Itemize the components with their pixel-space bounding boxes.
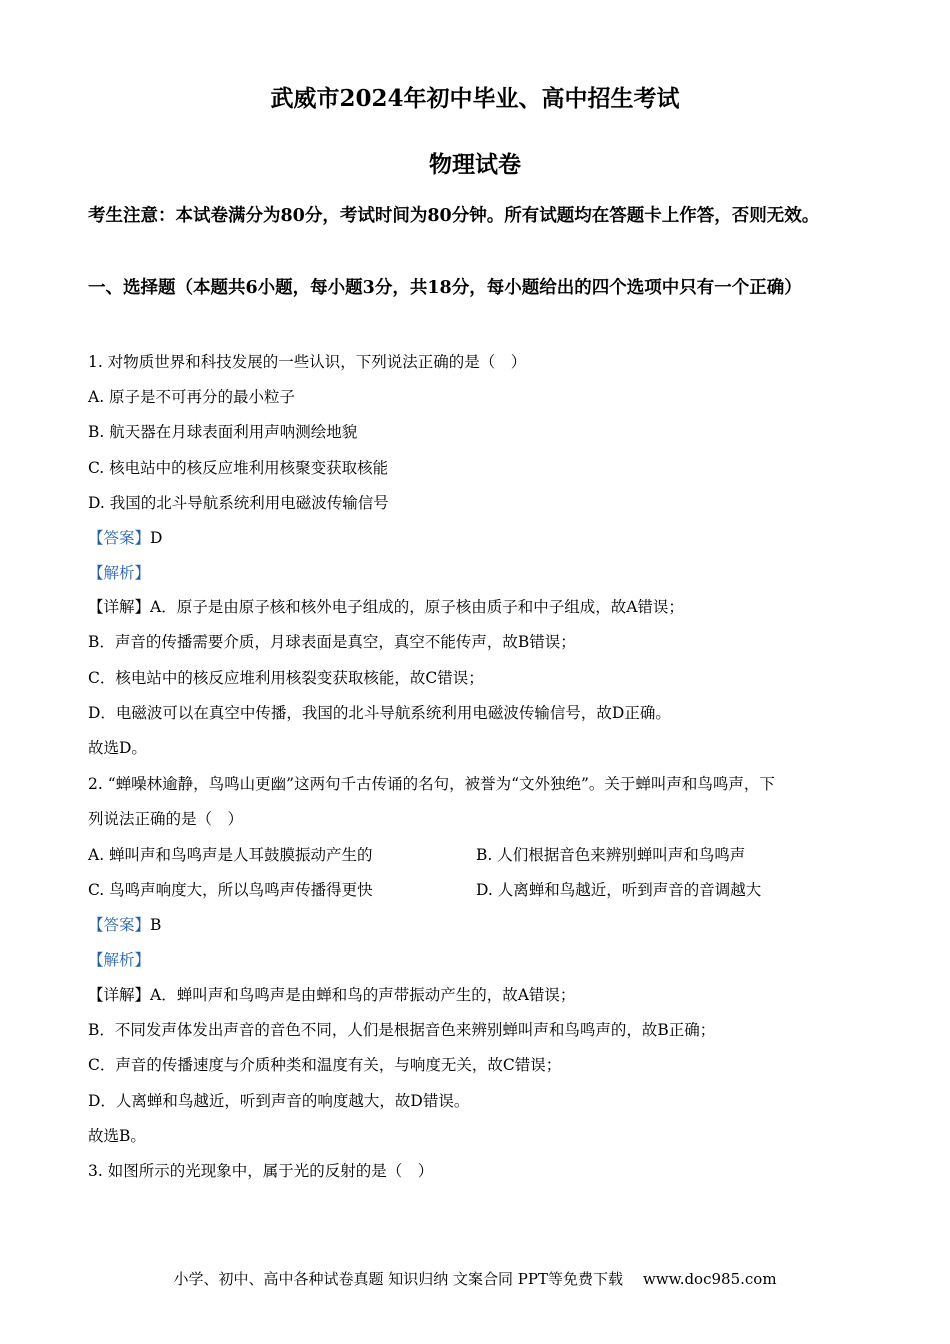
page-footer [0,1268,950,1290]
exam-subtitle: 物理试卷 [429,151,521,178]
q2-detail-line-3: C．声音的传播速度与介质种类和温度有关，与响度无关，故C错误； [88,1056,562,1074]
q1-detail-line-3: C．核电站中的核反应堆利用核裂变获取核能，故C错误； [88,669,484,687]
analysis-tag: 【解析】 [88,564,151,582]
q1-detail-line-2: B．声音的传播需要介质，月球表面是真空，真空不能传声，故B错误； [88,633,576,651]
answer-tag: 【答案】 [88,916,151,934]
q1-analysis-tag [88,562,868,584]
q2-option-d: D. 人离蝉和鸟越近，听到声音的音调越大 [476,881,762,899]
exam-notice: 考生注意：本试卷满分为80分，考试时间为80分钟。所有试题均在答题卡上作答，否则无效。 [88,206,820,226]
q2-detail-line-4: D．人离蝉和鸟越近，听到声音的响度越大，故D错误。 [88,1092,470,1110]
q1-option-b: B. 航天器在月球表面利用声呐测绘地貌 [88,423,358,441]
q2-detail-line-1 [88,984,868,1006]
q1-option-c: C. 核电站中的核反应堆利用核聚变获取核能 [88,459,389,477]
footer-text: 小学、初中、高中各种试卷真题 知识归纳 文案合同 PPT等免费下载 [173,1270,623,1288]
q2-conclusion: 故选B。 [88,1127,146,1145]
q1-answer-line [88,527,868,549]
q2-detail-line-2: B．不同发声体发出声音的音色不同，人们是根据音色来辨别蝉叫声和鸟鸣声的，故B正确； [88,1021,716,1039]
section-heading: 一、选择题（本题共6小题，每小题3分，共18分，每小题给出的四个选项中只有一个正确） [88,278,802,298]
analysis-tag: 【解析】 [88,951,151,969]
answer-tag: 【答案】 [88,529,151,547]
footer-link[interactable]: www.doc985.com [642,1270,777,1288]
q1-answer: D [150,529,163,547]
q1-stem: 1. 对物质世界和科技发展的一些认识，下列说法正确的是（ ） [88,353,527,371]
q2-option-a: A. 蝉叫声和鸟鸣声是人耳鼓膜振动产生的 [88,846,373,864]
detail-tag: 【详解】 [88,598,151,616]
q2-answer: B [150,916,162,934]
q2-stem-line-2: 列说法正确的是（ ） [88,810,244,828]
q1-conclusion: 故选D。 [88,739,147,757]
q2-detail-text: A．蝉叫声和鸟鸣声是由蝉和鸟的声带振动产生的，故A错误； [150,986,576,1004]
q1-option-a: A. 原子是不可再分的最小粒子 [88,388,296,406]
exam-title: 武威市2024年初中毕业、高中招生考试 [270,85,680,112]
q2-analysis-tag [88,949,868,971]
q1-detail-line-4: D．电磁波可以在真空中传播，我国的北斗导航系统利用电磁波传输信号，故D正确。 [88,704,671,722]
q2-option-c: C. 鸟鸣声响度大，所以鸟鸣声传播得更快 [88,881,373,899]
q2-answer-line [88,914,868,936]
q1-option-d: D. 我国的北斗导航系统利用电磁波传输信号 [88,494,389,512]
q1-detail-line-1 [88,596,868,618]
detail-tag: 【详解】 [88,986,151,1004]
q3-stem: 3. 如图所示的光现象中，属于光的反射的是（ ） [88,1162,434,1180]
q2-option-b: B. 人们根据音色来辨别蝉叫声和鸟鸣声 [476,846,746,864]
q2-stem-line-1: 2. “蝉噪林逾静，鸟鸣山更幽”这两句千古传诵的名句，被誉为“文外独绝”。关于蝉叫声和鸟鸣声，下 [88,775,775,793]
q1-detail-text: A．原子是由原子核和核外电子组成的，原子核由质子和中子组成，故A错误； [150,598,684,616]
